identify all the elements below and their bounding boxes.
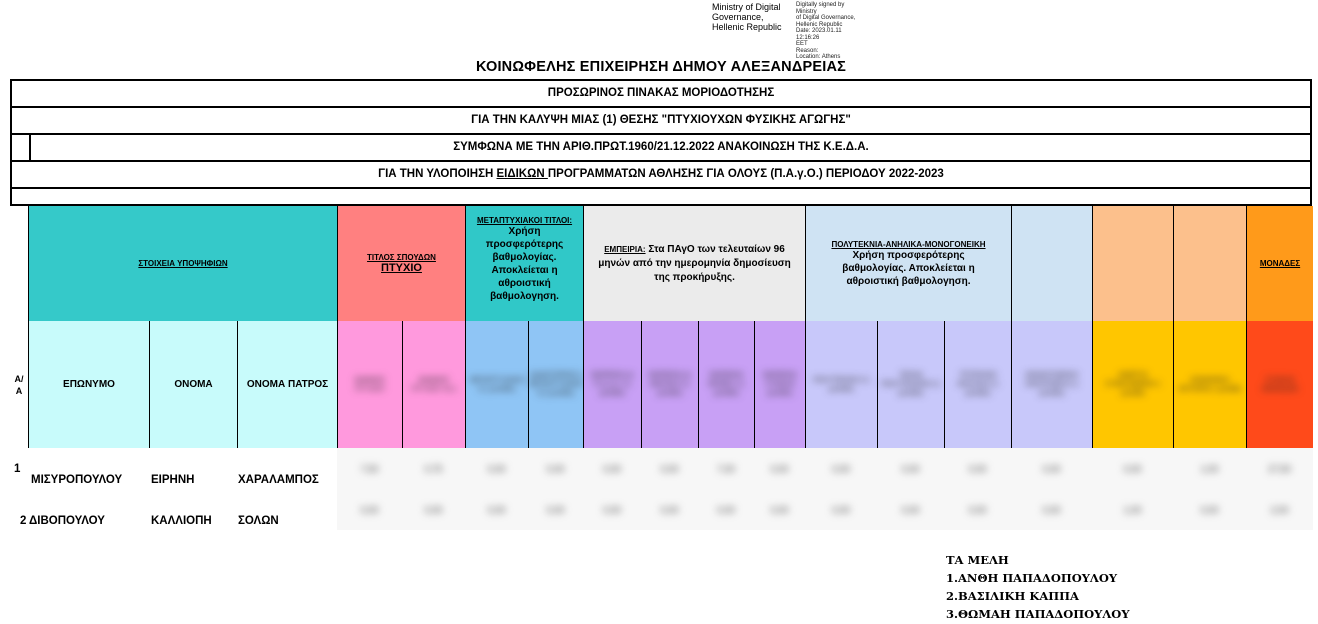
signature-detail: Hellenic Republic bbox=[796, 21, 843, 28]
signature-detail: of Digital Governance, bbox=[796, 15, 856, 21]
value-cell bbox=[1173, 490, 1246, 530]
col-father-label: ΟΝΟΜΑ ΠΑΤΡΟΣ bbox=[246, 379, 329, 390]
header-line-4-underlined: ΕΙΔΙΚΩΝ bbox=[496, 168, 548, 180]
value-cell bbox=[805, 448, 877, 490]
signature-detail: Date: 2023.01.11 12:16:26 bbox=[796, 28, 842, 41]
col-name-label: ΟΝΟΜΑ bbox=[174, 379, 213, 390]
signature-name-line: Ministry of Digital bbox=[712, 2, 781, 12]
value-text: 0,00 bbox=[832, 464, 850, 474]
value-text: 0,75 bbox=[424, 464, 443, 474]
value-text: 0,00 bbox=[1042, 464, 1061, 474]
value-cell bbox=[877, 448, 944, 490]
value-cell bbox=[944, 448, 1011, 490]
value-cell bbox=[805, 490, 877, 530]
subheader-9 bbox=[805, 321, 877, 448]
experience-text: Στα ΠΑγΟ των τελευταίων 96 μηνών από την ημερομηνία δημοσίευση της προκήρυξης. bbox=[598, 243, 791, 283]
row-2-father: ΣΟΛΩΝ bbox=[238, 515, 279, 527]
value-text: 0,00 bbox=[546, 464, 565, 474]
value-cell bbox=[402, 490, 465, 530]
value-cell bbox=[698, 448, 754, 490]
value-cell bbox=[641, 490, 698, 530]
value-text: 0,00 bbox=[660, 505, 679, 515]
value-text: 0,00 bbox=[968, 464, 987, 474]
value-cell bbox=[1092, 490, 1173, 530]
value-cell bbox=[337, 490, 402, 530]
header-line-2-text: ΓΙΑ ΤΗΝ ΚΑΛΥΨΗ ΜΙΑΣ (1) ΘΕΣΗΣ "ΠΤΥΧΙΟΥΧΩΝ ΦΥΣΙΚΗΣ ΑΓΩΓΗΣ" bbox=[471, 114, 851, 126]
row-1-surname: ΜΙΣΥΡΟΠΟΥΛΟΥ bbox=[31, 474, 123, 486]
col-surname bbox=[28, 321, 149, 448]
group-blank bbox=[10, 206, 28, 321]
member-item: 2.ΒΑΣΙΛΙΚΗ ΚΑΠΠΑ bbox=[946, 589, 1079, 603]
family-label: ΠΟΛΥΤΕΚΝΙΑ-ΑΝΗΛΙΚΑ-ΜΟΝΟΓΟΝΕΙΚΗ bbox=[831, 239, 986, 249]
value-text: 0,00 bbox=[901, 464, 920, 474]
header-line-3 bbox=[10, 133, 1312, 160]
subheader-7 bbox=[698, 321, 754, 448]
subheader-label: ΒΑΘΜΟΣ ΠΤΥΧΙΟΥ bbox=[354, 376, 386, 393]
experience-cell bbox=[584, 243, 805, 285]
subheader-8 bbox=[754, 321, 805, 448]
signature-name-line: Governance, bbox=[712, 12, 764, 22]
row-2-name: ΚΑΛΛΙΟΠΗ bbox=[151, 515, 212, 527]
subheader-label: ΜΟΝΟΓΟΝΕΙΚΗ ΟΙΚΟΓΕΝΕΙΑ 0,1 μονάδες bbox=[1025, 372, 1079, 397]
row-1-father: ΧΑΡΑΛΑΜΠΟΣ bbox=[238, 474, 319, 486]
value-text: 0,00 bbox=[546, 505, 565, 515]
subheader-13 bbox=[1092, 321, 1173, 448]
group-degree bbox=[337, 206, 465, 321]
value-cell bbox=[877, 490, 944, 530]
member-item: 1.ΑΝΘΗ ΠΑΠΑΔΟΠΟΥΛΟΥ bbox=[946, 571, 1118, 585]
value-text: 0,00 bbox=[487, 505, 506, 515]
subheader-label: ΕΜΠΕΙΡΙΑ σε Π.Α.γ.Ο. 0,1 μονάδες bbox=[591, 372, 634, 397]
value-text: 0,00 bbox=[487, 464, 506, 474]
subheader-label: ΣΥΝΟΛΟ ΜΟΝΑΔΩΝ bbox=[1262, 376, 1298, 393]
digital-signature bbox=[712, 2, 856, 61]
subheader-4 bbox=[528, 321, 583, 448]
value-text: 0,00 bbox=[360, 505, 379, 515]
col-aa bbox=[10, 321, 28, 448]
subheader-2 bbox=[402, 321, 465, 448]
subheader-12 bbox=[1011, 321, 1092, 448]
committee-members bbox=[946, 551, 1130, 623]
signature-detail: Location: Athens bbox=[796, 54, 841, 60]
value-cell bbox=[1246, 448, 1313, 490]
value-text: 0,00 bbox=[901, 505, 920, 515]
subheader-14 bbox=[1173, 321, 1246, 448]
value-cell bbox=[583, 490, 641, 530]
signature-detail: EET bbox=[796, 41, 808, 47]
value-text: 1,00 bbox=[1123, 505, 1142, 515]
group-peach-2 bbox=[1173, 206, 1246, 321]
header-spacer bbox=[10, 187, 1312, 206]
group-candidates bbox=[28, 206, 337, 321]
value-text: 2,00 bbox=[1270, 505, 1289, 515]
header-line-4 bbox=[10, 160, 1312, 187]
col-name bbox=[149, 321, 237, 448]
subheader-11 bbox=[944, 321, 1011, 448]
value-text: 0,00 bbox=[1123, 464, 1142, 474]
subheader-label: ΕΜΠΕΙΡΙΑ σε ΑΘΛΗΣΗ 0,1 μονάδες bbox=[648, 372, 692, 397]
value-cell bbox=[528, 448, 583, 490]
value-cell bbox=[754, 448, 805, 490]
header-line-1-text: ΠΡΟΣΩΡΙΝΟΣ ΠΙΝΑΚΑΣ ΜΟΡΙΟΔΟΤΗΣΗΣ bbox=[547, 87, 775, 99]
group-family bbox=[805, 206, 1011, 321]
row-1-name: ΕΙΡΗΝΗ bbox=[151, 474, 195, 486]
value-cell bbox=[465, 448, 528, 490]
value-text: 0,00 bbox=[1200, 505, 1219, 515]
member-item: 3.ΘΩΜΑΗ ΠΑΠΑΔΟΠΟΥΛΟΥ bbox=[946, 607, 1130, 621]
signature-detail: Digitally signed by Ministry bbox=[796, 2, 845, 15]
signature-name-line: Hellenic Republic bbox=[712, 22, 782, 32]
value-cell bbox=[337, 448, 402, 490]
subheader-label: ΒΑΘΜΟΣ ΠΤΥΧΙΟΥ x0,1 bbox=[411, 376, 457, 393]
family-text: Χρήση προσφερότερης βαθμολογίας. Αποκλείεται η αθροιστική βαθμολογηση. bbox=[842, 249, 975, 287]
subheader-label: ΠΟΛΥΤΕΚΝΟΙ 0,1 μονάδες bbox=[813, 376, 870, 393]
degree-value: ΠΤΥΧΙΟ bbox=[381, 262, 422, 274]
group-experience bbox=[583, 206, 805, 321]
subheader-label: ΕΜΠΕΙΡΙΑ ΣΥΝΟΛΟ μονάδες bbox=[763, 372, 797, 397]
value-cell bbox=[1011, 448, 1092, 490]
experience-label: ΕΜΠΕΙΡΙΑ: bbox=[604, 244, 646, 254]
header-line-4-post: ΠΡΟΓΡΑΜΜΑΤΩΝ ΑΘΛΗΣΗΣ ΓΙΑ ΟΛΟΥΣ (Π.Α.γ.Ο.) ΠΕΡΙΟΔΟΥ 2022-2023 bbox=[547, 168, 944, 180]
value-text: 0,00 bbox=[770, 505, 789, 515]
header-line-4-pre: ΓΙΑ ΤΗΝ ΥΛΟΠΟΙΗΣΗ bbox=[378, 168, 497, 180]
value-text: 7,00 bbox=[717, 464, 735, 474]
value-cell bbox=[1246, 490, 1313, 530]
group-blank-2 bbox=[1011, 206, 1092, 321]
value-cell bbox=[754, 490, 805, 530]
value-cell bbox=[465, 490, 528, 530]
value-text: 27,50 bbox=[1268, 464, 1291, 474]
points-label: ΜΟΝΑΔΕΣ bbox=[1259, 259, 1301, 268]
value-text: 0,00 bbox=[770, 464, 789, 474]
value-text: 0,00 bbox=[603, 464, 621, 474]
row-1-aa: 1 bbox=[14, 463, 21, 475]
degree-label: ΤΙΤΛΟΣ ΣΠΟΥΔΩΝ bbox=[367, 253, 436, 262]
subheader-5 bbox=[583, 321, 641, 448]
row-2-surname: ΔΙΒΟΠΟΥΛΟΥ bbox=[29, 515, 105, 527]
subheader-label: ΤΕΚΝΑ ΠΟΛΥΤΕΚΝΩΝ 0,1 μονάδες bbox=[881, 372, 941, 397]
organization-title: ΚΟΙΝΩΦΕΛΗΣ ΕΠΙΧΕΙΡΗΣΗ ΔΗΜΟΥ ΑΛΕΞΑΝΔΡΕΙΑΣ bbox=[475, 59, 847, 75]
postgrad-text: Χρήση προσφερότερης βαθμολογίας. Αποκλείεται η αθροιστική βαθμολογηση. bbox=[485, 226, 564, 302]
members-title: ΤΑ ΜΕΛΗ bbox=[946, 553, 1009, 567]
subheader-label: ΕΜΠΕΙΡΙΑ ΜΗΝΕΣ 0,1 μονάδες bbox=[708, 372, 745, 397]
subheader-label: ΔΙΔΑΚΤΟΡΙΚΟ ή ΜΕΤΑΠΤΥΧΙΑΚΟ 0,2 μονάδες bbox=[528, 372, 584, 397]
group-postgrad bbox=[465, 206, 583, 321]
value-text: 7,50 bbox=[360, 464, 379, 474]
subheader-3 bbox=[465, 321, 528, 448]
value-text: 1,00 bbox=[1200, 464, 1219, 474]
group-peach-1 bbox=[1092, 206, 1173, 321]
value-text: 0,00 bbox=[1042, 505, 1061, 515]
subheader-label: ΜΕΤΑΠΤΥΧΙΑΚΟ 0,1 μονάδες bbox=[469, 376, 525, 393]
signature-name bbox=[712, 2, 790, 61]
value-text: 0,00 bbox=[832, 505, 850, 515]
value-text: 0,00 bbox=[717, 505, 735, 515]
header-line-2 bbox=[10, 106, 1312, 133]
value-cell bbox=[641, 448, 698, 490]
signature-detail: Reason: bbox=[796, 47, 819, 54]
col-surname-label: ΕΠΩΝΥΜΟ bbox=[63, 379, 115, 390]
subheader-10 bbox=[877, 321, 944, 448]
candidates-label: ΣΤΟΙΧΕΙΑ ΥΠΟΨΗΦΙΩΝ bbox=[138, 259, 228, 268]
value-cell bbox=[1092, 448, 1173, 490]
value-text: 0,00 bbox=[424, 505, 443, 515]
value-text: 0,00 bbox=[660, 464, 679, 474]
value-cell bbox=[1173, 448, 1246, 490]
subheader-label: ΑΝΕΡΓΙΑ ΣΥΝΕΧΟΜΕΝΗ 1 μονάδα bbox=[1105, 372, 1161, 397]
subheader-label: ΤΡΙΤΕΚΝΟΙ ΑΝΗΛΙΚΑ 0,1 μονάδες bbox=[956, 372, 1000, 397]
value-cell bbox=[583, 448, 641, 490]
value-cell bbox=[1011, 490, 1092, 530]
header-line-3-text: ΣΥΜΦΩΝΑ ΜΕ ΤΗΝ ΑΡΙΘ.ΠΡΩΤ.1960/21.12.2022 ΑΝΑΚΟΙΝΩΣΗ ΤΗΣ Κ.Ε.Δ.Α. bbox=[453, 141, 869, 153]
header-inner-border bbox=[29, 135, 31, 160]
value-text: 0,00 bbox=[603, 505, 621, 515]
postgrad-label: ΜΕΤΑΠΤΥΧΙΑΚΟΙ ΤΙΤΛΟΙ: bbox=[476, 216, 573, 225]
value-cell bbox=[698, 490, 754, 530]
row-2-aa: 2 bbox=[20, 515, 27, 527]
signature-details bbox=[796, 2, 856, 61]
header-line-1 bbox=[10, 79, 1312, 106]
value-cell bbox=[528, 490, 583, 530]
subheader-1 bbox=[337, 321, 402, 448]
value-cell bbox=[402, 448, 465, 490]
value-cell bbox=[944, 490, 1011, 530]
subheader-label: ΚΟΙΝΩΝΙΚΑ ΚΡΙΤΗΡΙΑ 1 μονάδα bbox=[1178, 376, 1242, 393]
group-points bbox=[1246, 206, 1313, 321]
col-father bbox=[237, 321, 337, 448]
value-text: 0,00 bbox=[968, 505, 987, 515]
subheader-15 bbox=[1246, 321, 1313, 448]
col-aa-label: Α/Α bbox=[14, 373, 24, 396]
subheader-6 bbox=[641, 321, 698, 448]
